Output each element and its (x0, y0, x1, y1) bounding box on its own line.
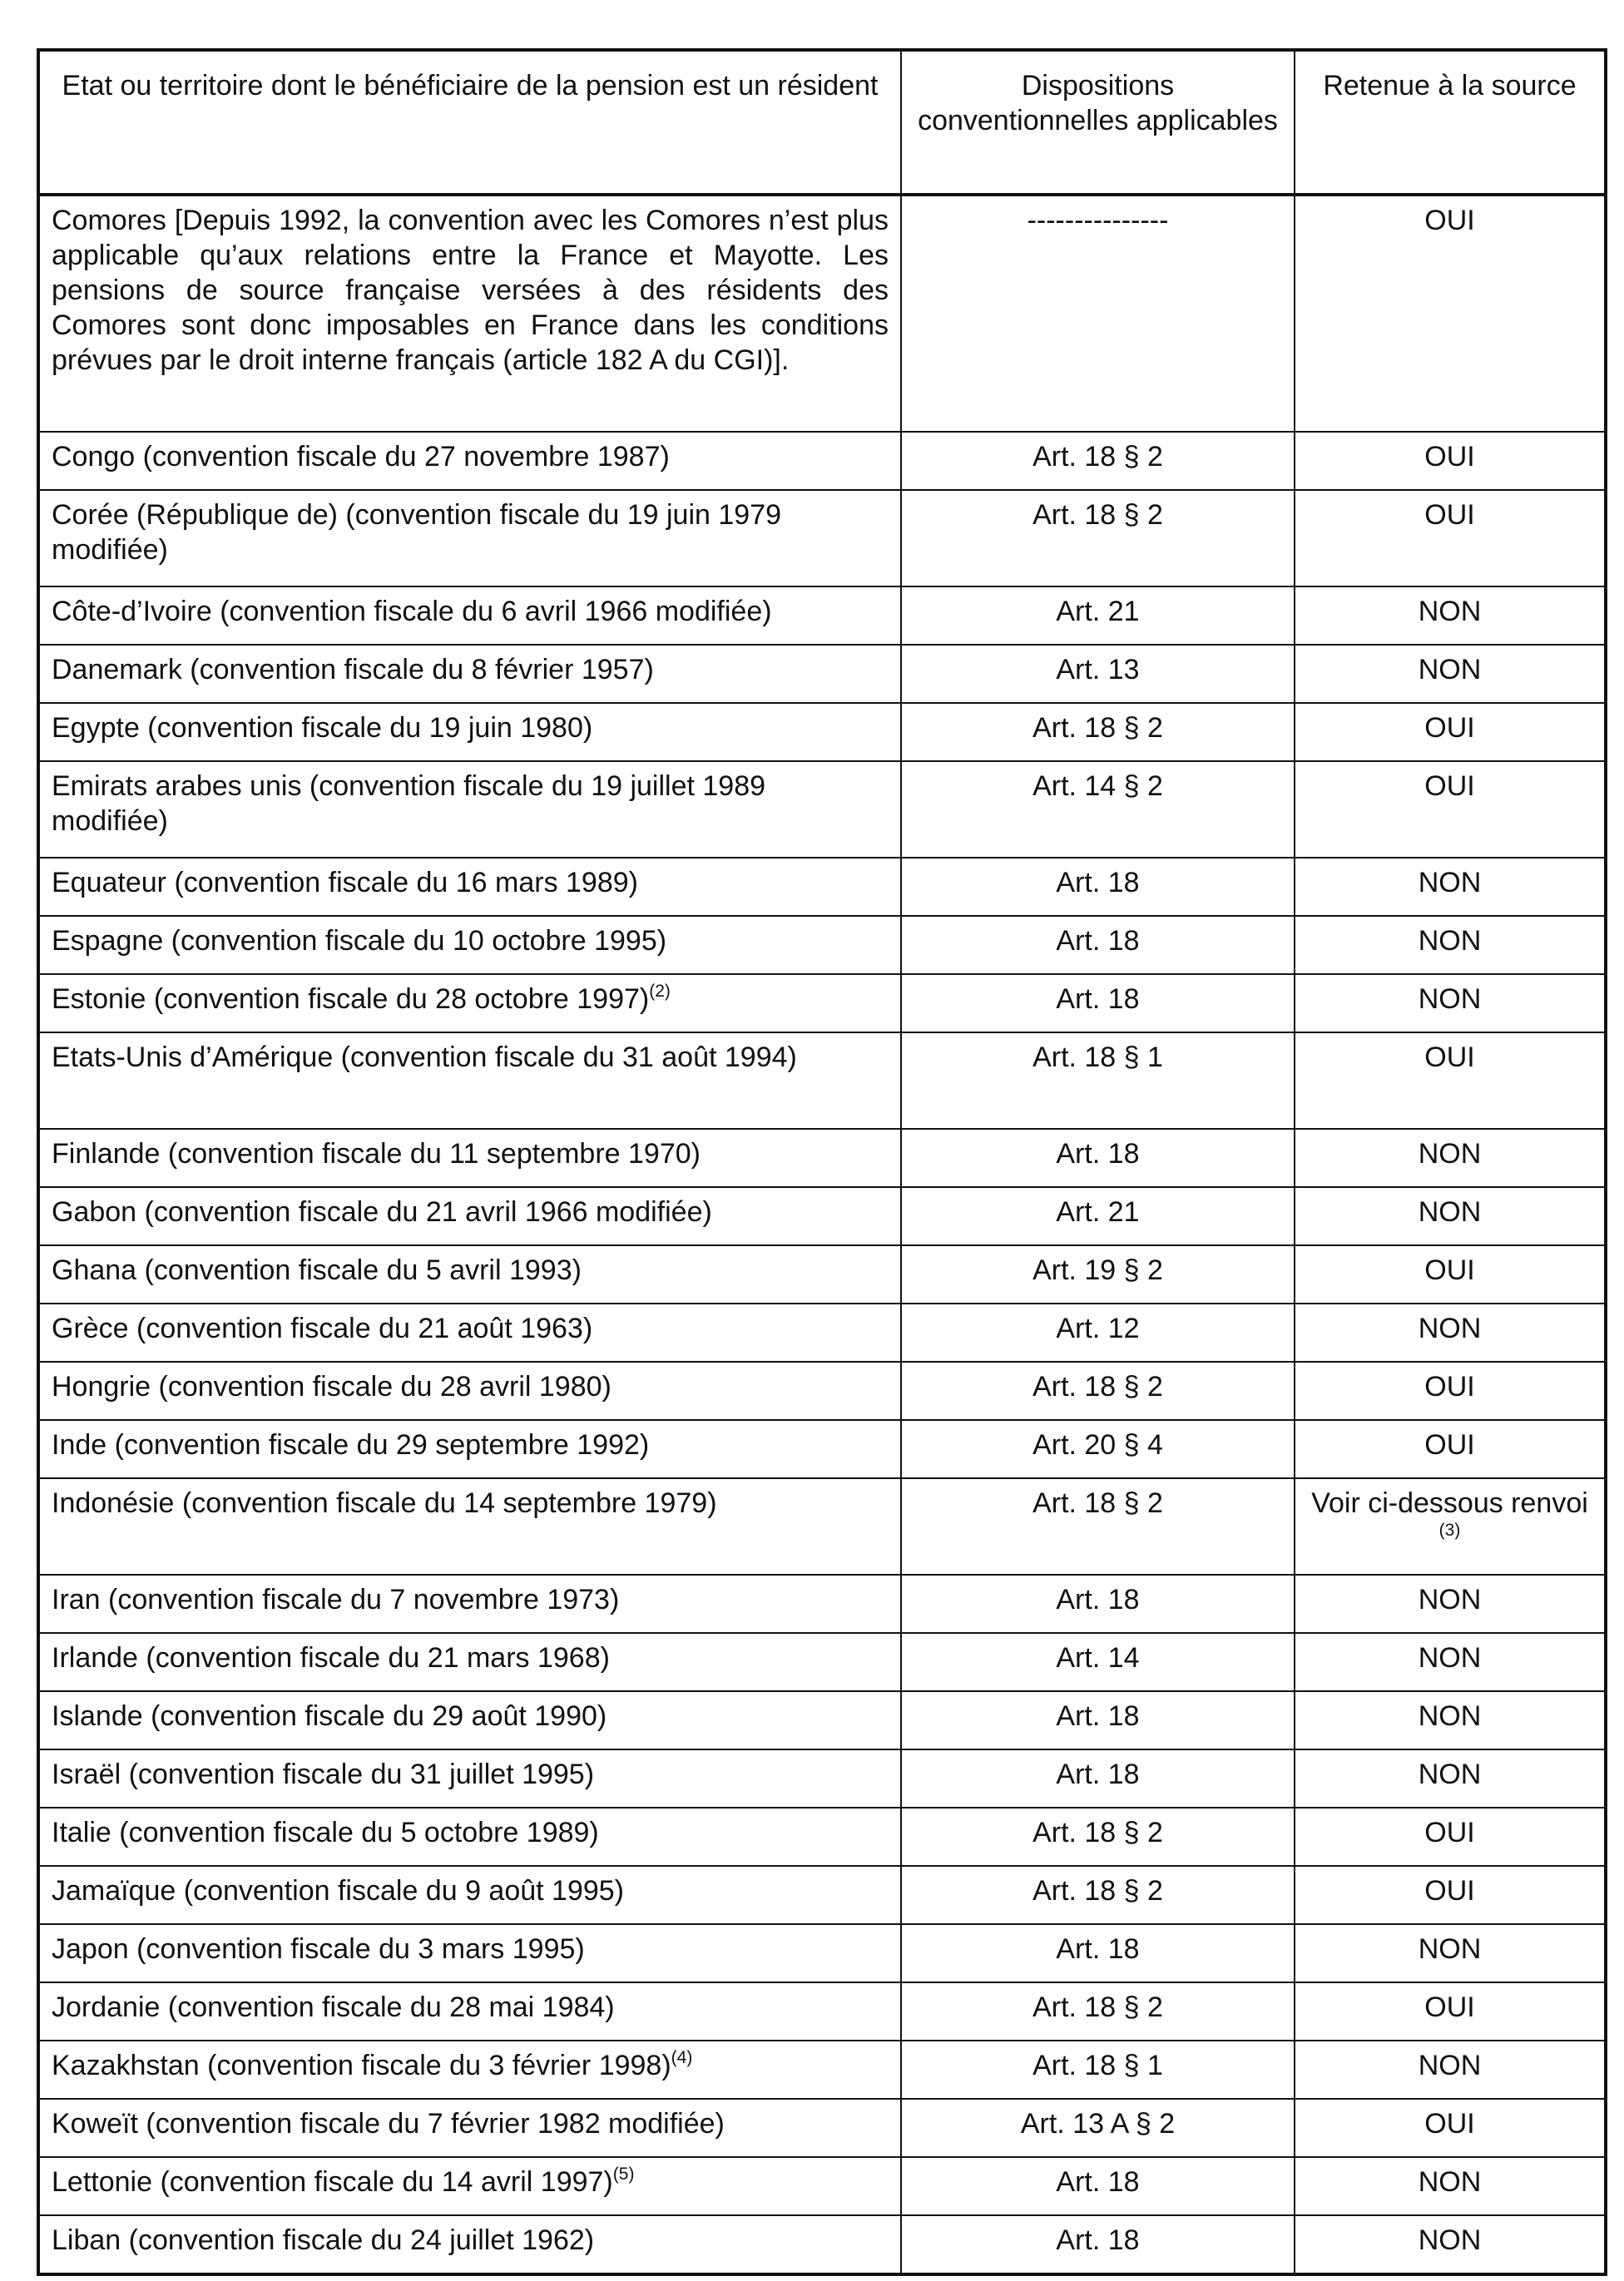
country-cell: Danemark (convention fiscale du 8 février 1957) (38, 645, 901, 703)
table-row (38, 2041, 1606, 2099)
retenue-cell: NON (1295, 916, 1606, 974)
header-country: Etat ou territoire dont le bénéficiaire de la pension est un résident (38, 50, 901, 195)
table-row (38, 1478, 1606, 1575)
retenue-cell: NON (1295, 2215, 1606, 2274)
country-cell: Islande (convention fiscale du 29 août 1990) (38, 1691, 901, 1749)
dispositions-cell: Art. 13 (901, 645, 1295, 703)
footnote-ref: (4) (671, 2048, 693, 2067)
country-cell: Liban (convention fiscale du 24 juillet 1962) (38, 2215, 901, 2274)
country-cell: Côte-d’Ivoire (convention fiscale du 6 avril 1966 modifiée) (38, 586, 901, 645)
retenue-cell: OUI (1295, 490, 1606, 586)
retenue-cell: OUI (1295, 703, 1606, 761)
country-cell: Estonie (convention fiscale du 28 octobre 1997)$^{(2)}$ (38, 974, 901, 1032)
table-row (38, 1924, 1606, 1982)
retenue-cell: NON (1295, 1633, 1606, 1691)
table-row (38, 1808, 1606, 1866)
retenue-cell: NON (1295, 2157, 1606, 2215)
table-row (38, 645, 1606, 703)
header-dispositions: Dispositions conventionnelles applicables (901, 50, 1295, 195)
retenue-cell: NON (1295, 1304, 1606, 1362)
dispositions-cell: Art. 18 (901, 916, 1295, 974)
country-cell: Italie (convention fiscale du 5 octobre 1989) (38, 1808, 901, 1866)
country-cell: Espagne (convention fiscale du 10 octobre 1995) (38, 916, 901, 974)
retenue-cell: NON (1295, 586, 1606, 645)
table-row (38, 1245, 1606, 1304)
retenue-cell: OUI (1295, 195, 1606, 432)
retenue-cell: NON (1295, 1924, 1606, 1982)
country-cell: Kazakhstan (convention fiscale du 3 février 1998)$^{(4)}$ (38, 2041, 901, 2099)
table-row (38, 490, 1606, 586)
table-row (38, 703, 1606, 761)
document-page (37, 48, 1604, 2276)
pension-convention-table (37, 48, 1607, 2276)
table-row (38, 858, 1606, 916)
retenue-cell: OUI (1295, 1866, 1606, 1924)
country-cell: Israël (convention fiscale du 31 juillet 1995) (38, 1749, 901, 1808)
table-row (38, 1866, 1606, 1924)
retenue-cell: NON (1295, 974, 1606, 1032)
dispositions-cell: Art. 18 § 2 (901, 1982, 1295, 2041)
country-cell: Iran (convention fiscale du 7 novembre 1973) (38, 1575, 901, 1633)
country-cell: Congo (convention fiscale du 27 novembre 1987) (38, 432, 901, 490)
dispositions-cell: Art. 19 § 2 (901, 1245, 1295, 1304)
dispositions-cell: Art. 18 § 1 (901, 2041, 1295, 2099)
retenue-cell: OUI (1295, 1982, 1606, 2041)
table-row (38, 1749, 1606, 1808)
dispositions-cell: Art. 18 (901, 1691, 1295, 1749)
country-cell: Ghana (convention fiscale du 5 avril 1993) (38, 1245, 901, 1304)
dispositions-cell: Art. 18 (901, 2215, 1295, 2274)
country-cell: Indonésie (convention fiscale du 14 septembre 1979) (38, 1478, 901, 1575)
dispositions-cell: Art. 18 § 2 (901, 490, 1295, 586)
retenue-cell: OUI (1295, 432, 1606, 490)
table-row (38, 1691, 1606, 1749)
dispositions-cell: Art. 21 (901, 586, 1295, 645)
retenue-cell: OUI (1295, 2099, 1606, 2157)
country-cell: Jamaïque (convention fiscale du 9 août 1995) (38, 1866, 901, 1924)
dispositions-cell: Art. 18 § 1 (901, 1032, 1295, 1129)
table-row (38, 916, 1606, 974)
country-cell: Comores [Depuis 1992, la convention avec les Comores n’est plus applicable qu’aux relations entre la France et Mayotte. Les pensions de source française versées à des résidents des Comores sont donc imposables en France dans les conditions prévues par le droit interne français (article 182 A du CGI)]. (38, 195, 901, 432)
dispositions-cell: Art. 20 § 4 (901, 1420, 1295, 1478)
dispositions-cell: --------------- (901, 195, 1295, 432)
country-cell: Irlande (convention fiscale du 21 mars 1968) (38, 1633, 901, 1691)
country-cell: Hongrie (convention fiscale du 28 avril 1980) (38, 1362, 901, 1420)
retenue-cell: NON (1295, 858, 1606, 916)
table-row (38, 432, 1606, 490)
table-row (38, 1633, 1606, 1691)
dispositions-cell: Art. 18 (901, 1129, 1295, 1187)
retenue-cell: OUI (1295, 1420, 1606, 1478)
dispositions-cell: Art. 14 (901, 1633, 1295, 1691)
retenue-cell: OUI (1295, 1032, 1606, 1129)
dispositions-cell: Art. 21 (901, 1187, 1295, 1245)
country-cell: Koweït (convention fiscale du 7 février 1982 modifiée) (38, 2099, 901, 2157)
retenue-cell: OUI (1295, 1808, 1606, 1866)
dispositions-cell: Art. 18 § 2 (901, 432, 1295, 490)
country-cell: Gabon (convention fiscale du 21 avril 1966 modifiée) (38, 1187, 901, 1245)
table-row (38, 761, 1606, 858)
header-retenue: Retenue à la source (1295, 50, 1606, 195)
table-row (38, 1129, 1606, 1187)
dispositions-cell: Art. 18 (901, 974, 1295, 1032)
retenue-cell: NON (1295, 1187, 1606, 1245)
retenue-cell: OUI (1295, 1245, 1606, 1304)
dispositions-cell: Art. 18 § 2 (901, 1866, 1295, 1924)
table-row (38, 1420, 1606, 1478)
footnote-ref: (2) (649, 982, 671, 1001)
country-cell: Finlande (convention fiscale du 11 septembre 1970) (38, 1129, 901, 1187)
dispositions-cell: Art. 18 § 2 (901, 1478, 1295, 1575)
dispositions-cell: Art. 18 § 2 (901, 703, 1295, 761)
dispositions-cell: Art. 13 A § 2 (901, 2099, 1295, 2157)
retenue-cell: NON (1295, 2041, 1606, 2099)
country-cell: Jordanie (convention fiscale du 28 mai 1984) (38, 1982, 901, 2041)
country-cell: Japon (convention fiscale du 3 mars 1995) (38, 1924, 901, 1982)
country-cell: Equateur (convention fiscale du 16 mars 1989) (38, 858, 901, 916)
footnote-ref: (5) (612, 2165, 635, 2184)
dispositions-cell: Art. 18 § 2 (901, 1808, 1295, 1866)
table-row (38, 2215, 1606, 2274)
dispositions-cell: Art. 18 (901, 2157, 1295, 2215)
table-row (38, 1304, 1606, 1362)
country-cell: Inde (convention fiscale du 29 septembre 1992) (38, 1420, 901, 1478)
country-cell: Lettonie (convention fiscale du 14 avril 1997)$^{(5)}$ (38, 2157, 901, 2215)
dispositions-cell: Art. 18 (901, 1575, 1295, 1633)
retenue-cell: NON (1295, 1129, 1606, 1187)
dispositions-cell: Art. 14 § 2 (901, 761, 1295, 858)
table-row (38, 974, 1606, 1032)
table-header-row (38, 50, 1606, 195)
dispositions-cell: Art. 18 (901, 1924, 1295, 1982)
footnote-ref: (3) (1438, 1521, 1461, 1540)
country-cell: Egypte (convention fiscale du 19 juin 1980) (38, 703, 901, 761)
retenue-cell: OUI (1295, 1362, 1606, 1420)
table-row (38, 1032, 1606, 1129)
table-row (38, 2099, 1606, 2157)
country-cell: Grèce (convention fiscale du 21 août 1963) (38, 1304, 901, 1362)
country-cell: Emirats arabes unis (convention fiscale du 19 juillet 1989 modifiée) (38, 761, 901, 858)
dispositions-cell: Art. 18 (901, 1749, 1295, 1808)
retenue-cell: OUI (1295, 761, 1606, 858)
table-row (38, 1575, 1606, 1633)
table-row (38, 2157, 1606, 2215)
table-row (38, 1187, 1606, 1245)
country-cell: Corée (République de) (convention fiscale du 19 juin 1979 modifiée) (38, 490, 901, 586)
retenue-cell: Voir ci-dessous renvoi $^{(3)}$ (1295, 1478, 1606, 1575)
table-row (38, 1362, 1606, 1420)
dispositions-cell: Art. 18 (901, 858, 1295, 916)
retenue-cell: NON (1295, 1749, 1606, 1808)
retenue-cell: NON (1295, 645, 1606, 703)
retenue-cell: NON (1295, 1575, 1606, 1633)
table-row (38, 586, 1606, 645)
table-row (38, 195, 1606, 432)
dispositions-cell: Art. 18 § 2 (901, 1362, 1295, 1420)
retenue-cell: NON (1295, 1691, 1606, 1749)
country-cell: Etats-Unis d’Amérique (convention fiscale du 31 août 1994) (38, 1032, 901, 1129)
dispositions-cell: Art. 12 (901, 1304, 1295, 1362)
table-row (38, 1982, 1606, 2041)
